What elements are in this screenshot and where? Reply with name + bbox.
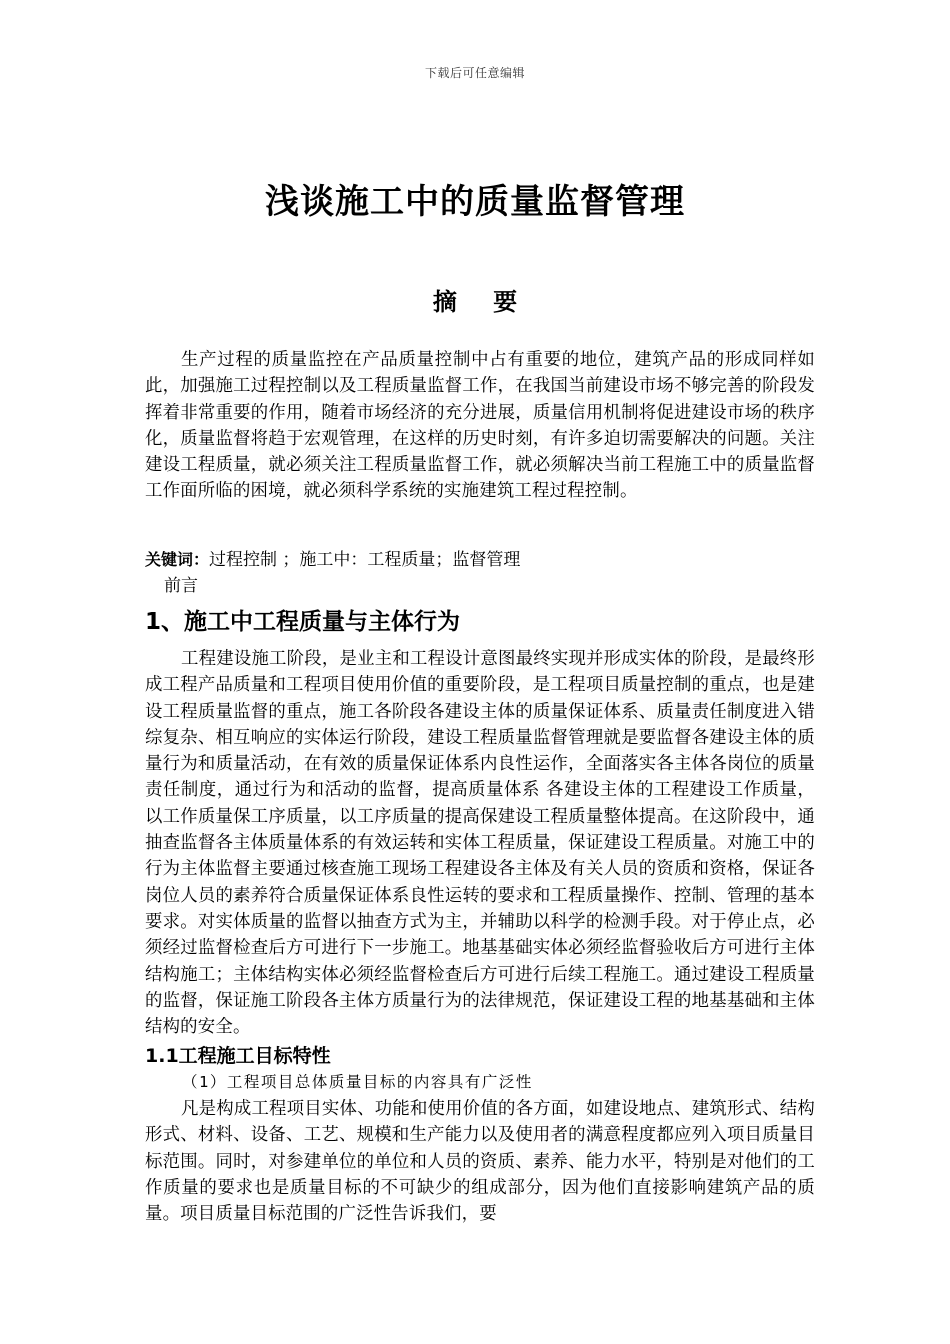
page-header-note: 下载后可任意编辑 bbox=[424, 66, 525, 80]
abstract-heading: 摘 要 bbox=[432, 287, 532, 316]
abstract-paragraph: 生产过程的质量监控在产品质量控制中占有重要的地位，建筑产品的形成同样如此，加强施工过程控制以及工程质量监督工作，在我国当前建设市场不够完善的阶段发挥着非常重要的作用，随着市场经济的充分进展，质量信用机制将促进建设市场的秩序化，质量监督将趋于宏观管理，在这样的历史时刻，有许多迫切需要解决的问题。关注建设工程质量，就必须关注工程质量监督工作，就必须解决当前工程施工中的质量监督工作面所临的困境，就必须科学系统的实施建筑工程过程控制。 bbox=[145, 350, 815, 502]
section-1-1-heading: 1.1工程施工目标特性 bbox=[145, 1045, 331, 1067]
keywords-label: 关键词： bbox=[145, 550, 210, 569]
section-1-paragraph: 工程建设施工阶段，是业主和工程设计意图最终实现并形成实体的阶段，是最终形成工程产品质量和工程项目使用价值的重要阶段，是工程项目质量控制的重点，也是建设工程质量监督的重点，施工各阶段各建设主体的质量保证体系、质量责任制度进入错综复杂、相互响应的实体运行阶段，建设工程质量监督管理就是要监督各建设主体的质量行为和质量活动，在有效的质量保证体系内良性运作，全面落实各主体各岗位的质量责任制度，通过行为和活动的监督，提高质量体系 各建设主体的工程建设工作质量，以工作质量保工序质量，以工序质量的提高保建设工程质量整体提高。在这阶段中，通 抽查监督各主体质量体系的有效运转和实体工程质量，保证建设工程质量。对施工中的行为主体监督主要通过核查施工现场工程建设各主体及有关人员的资质和资格，保证各岗位人员的素养符合质量保证体系良性运转的要求和工程质量操作、控制、管理的基本要求。对实体质量的监督以抽查方式为主，并辅助以科学的检测手段。对于停止点，必须经过监督检查后方可进行下一步施工。地基基础实体必须经监督验收后方可进行主体结构施工；主体结构实体必须经监督检查后方可进行后续工程施工。通过建设工程质量的监督，保证施工阶段各主体方质量行为的法律规范，保证建设工程的地基基础和主体结构的安全。 bbox=[145, 649, 815, 1038]
document-title: 浅谈施工中的质量监督管理 bbox=[265, 182, 685, 222]
section-1-heading: 1、施工中工程质量与主体行为 bbox=[145, 609, 461, 635]
keywords-line bbox=[145, 548, 815, 572]
preface-label: 前言 bbox=[164, 576, 198, 596]
section-1-1-subitem: （1）工程项目总体质量目标的内容具有广泛性 bbox=[182, 1073, 533, 1091]
keywords-text: 过程控制 ；施工中：工程质量；监督管理 bbox=[209, 550, 521, 570]
section-1-1-paragraph: 凡是构成工程项目实体、功能和使用价值的各方面，如建设地点、建筑形式、结构形式、材料、设备、工艺、规模和生产能力以及使用者的满意程度都应列入项目质量目标范围。同时，对参建单位的单位和人员的资质、素养、能力水平，特别是对他们的工作质量的要求也是质量目标的不可缺少的组成部分，因为他们直接影响建筑产品的质量。项目质量目标范围的广泛性告诉我们，要 bbox=[145, 1099, 815, 1225]
